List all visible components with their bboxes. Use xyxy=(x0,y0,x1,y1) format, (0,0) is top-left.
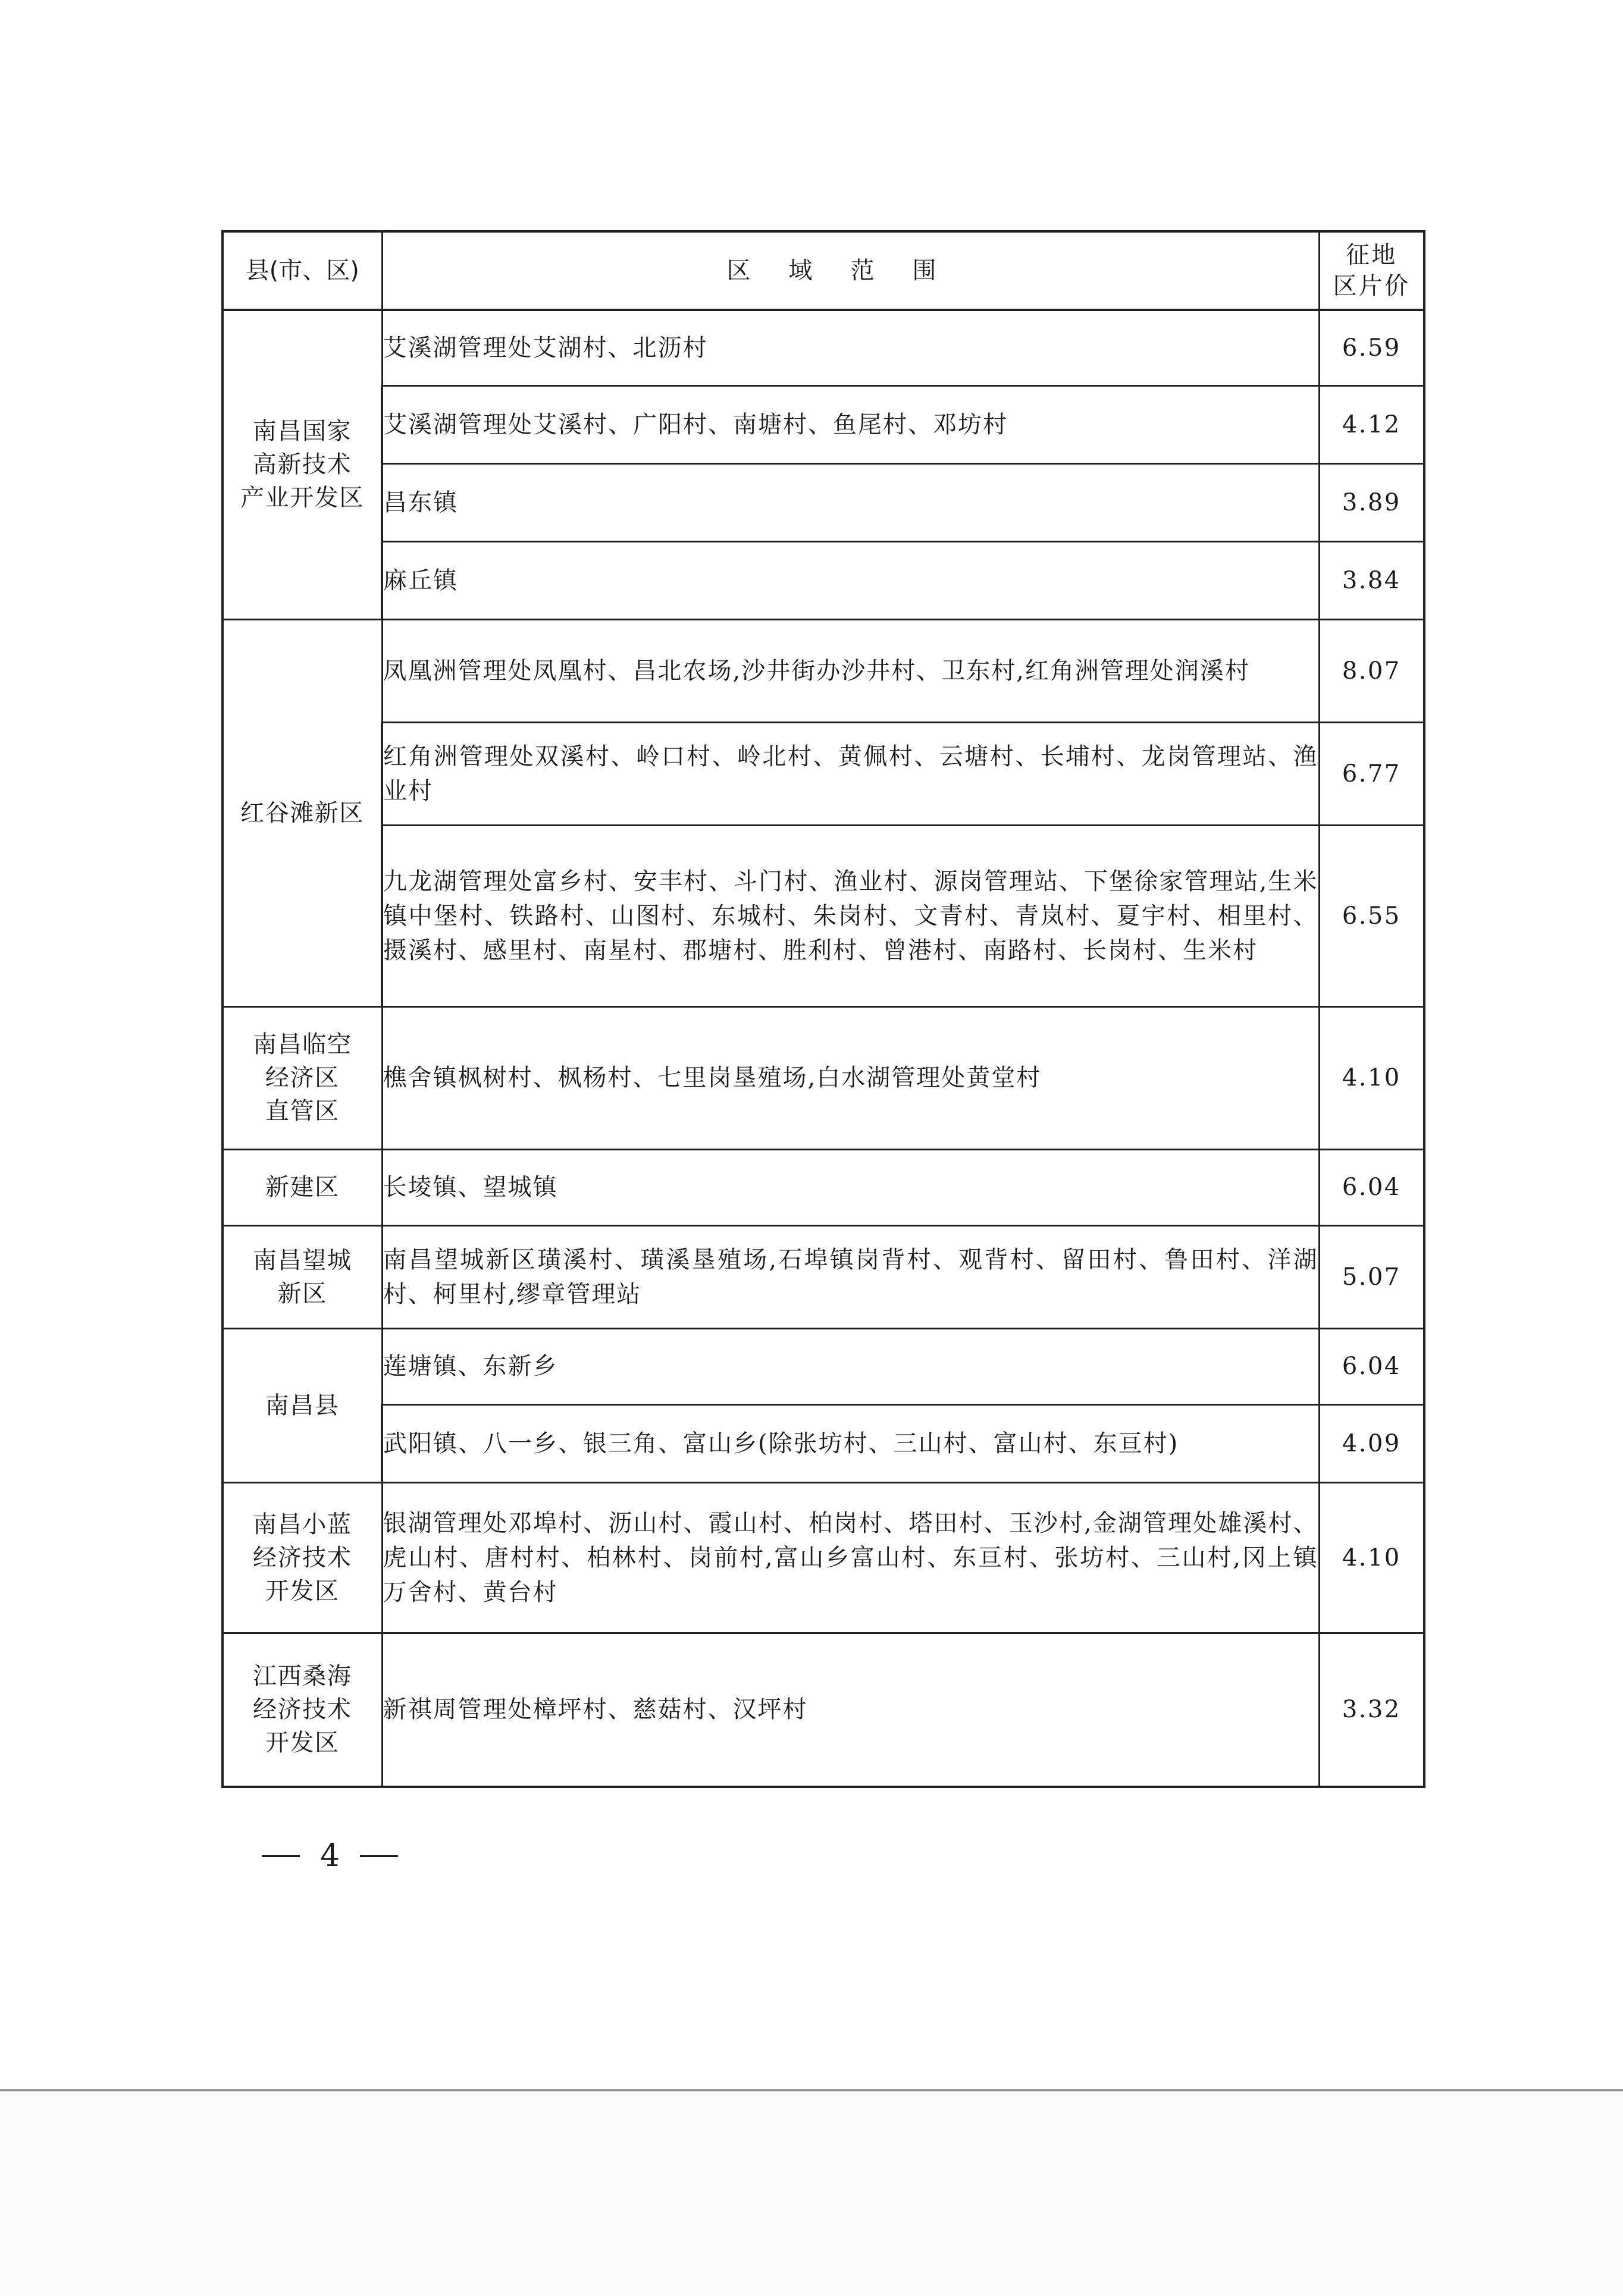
page-number-value: 4 xyxy=(320,1838,340,1874)
area-cell: 莲塘镇、东新乡 xyxy=(382,1328,1319,1404)
county-cell xyxy=(223,310,382,619)
county-cell xyxy=(223,619,382,1006)
county-cell xyxy=(223,1328,382,1482)
page-number-dash-left xyxy=(262,1855,300,1857)
county-cell xyxy=(223,1482,382,1633)
county-name-line: 开发区 xyxy=(265,1577,340,1605)
county-name-line: 新建区 xyxy=(265,1174,340,1201)
county-name-line: 高新技术 xyxy=(252,451,352,479)
county-cell xyxy=(223,1006,382,1149)
area-cell: 凤凰洲管理处凤凰村、昌北农场,沙井街办沙井村、卫东村,红角洲管理处润溪村 xyxy=(382,619,1319,722)
table-row xyxy=(223,1482,1424,1633)
price-cell: 8.07 xyxy=(1319,619,1424,722)
area-cell: 长堎镇、望城镇 xyxy=(382,1149,1319,1225)
background-below-page xyxy=(0,2091,1623,2296)
county-name-line: 开发区 xyxy=(265,1729,340,1757)
table-row xyxy=(223,619,1424,722)
price-cell: 6.04 xyxy=(1319,1328,1424,1404)
area-cell: 麻丘镇 xyxy=(382,541,1319,619)
county-cell xyxy=(223,1633,382,1787)
price-cell: 4.12 xyxy=(1319,385,1424,463)
county-name-line: 江西桑海 xyxy=(253,1663,352,1690)
county-name-line: 南昌小蓝 xyxy=(253,1510,352,1538)
header-county: 县(市、区) xyxy=(223,231,382,310)
header-price xyxy=(1319,231,1424,310)
county-name-line: 经济技术 xyxy=(253,1544,352,1572)
page-number xyxy=(262,1838,398,1874)
area-cell: 艾溪湖管理处艾溪村、广阳村、南塘村、鱼尾村、邓坊村 xyxy=(382,385,1319,463)
table-row xyxy=(223,1328,1424,1404)
county-name-line: 产业开发区 xyxy=(240,484,364,512)
area-cell: 艾溪湖管理处艾湖村、北沥村 xyxy=(382,310,1319,385)
county-name-line: 经济区 xyxy=(265,1064,340,1091)
table-row xyxy=(223,1006,1424,1149)
price-cell: 6.59 xyxy=(1319,310,1424,385)
table-row xyxy=(223,1404,1424,1482)
county-name-line: 红谷滩新区 xyxy=(240,799,364,827)
county-name-line: 直管区 xyxy=(265,1097,340,1125)
table-body xyxy=(223,310,1424,1787)
area-cell: 新祺周管理处樟坪村、慈菇村、汉坪村 xyxy=(382,1633,1319,1787)
table-row xyxy=(223,1225,1424,1328)
area-cell: 樵舍镇枫树村、枫杨村、七里岗垦殖场,白水湖管理处黄堂村 xyxy=(382,1006,1319,1149)
price-cell: 6.55 xyxy=(1319,825,1424,1006)
county-cell xyxy=(223,1149,382,1225)
table-row xyxy=(223,385,1424,463)
price-cell: 3.89 xyxy=(1319,463,1424,541)
price-cell: 4.10 xyxy=(1319,1006,1424,1149)
price-cell: 3.84 xyxy=(1319,541,1424,619)
table-row xyxy=(223,722,1424,825)
price-cell: 4.09 xyxy=(1319,1404,1424,1482)
table-header-row xyxy=(223,231,1424,310)
area-cell: 武阳镇、八一乡、银三角、富山乡(除张坊村、三山村、富山村、东亘村) xyxy=(382,1404,1319,1482)
table-row xyxy=(223,463,1424,541)
table-row xyxy=(223,1149,1424,1225)
table-row xyxy=(223,541,1424,619)
area-cell: 九龙湖管理处富乡村、安丰村、斗门村、渔业村、源岗管理站、下堡徐家管理站,生米镇中堡村、铁路村、山图村、东城村、朱岗村、文青村、青岚村、夏宇村、相里村、摄溪村、感里村、南星村、郡塘村、胜利村、曾港村、南路村、长岗村、生米村 xyxy=(382,825,1319,1006)
area-cell: 南昌望城新区璜溪村、璜溪垦殖场,石埠镇岗背村、观背村、留田村、鲁田村、洋湖村、柯里村,缪章管理站 xyxy=(382,1225,1319,1328)
county-name-line: 南昌县 xyxy=(265,1391,340,1419)
table-row xyxy=(223,310,1424,385)
price-cell: 3.32 xyxy=(1319,1633,1424,1787)
price-cell: 6.04 xyxy=(1319,1149,1424,1225)
county-name-line: 南昌望城 xyxy=(253,1246,352,1274)
price-cell: 6.77 xyxy=(1319,722,1424,825)
table-row xyxy=(223,825,1424,1006)
county-name-line: 南昌临空 xyxy=(253,1031,352,1058)
land-price-table xyxy=(221,230,1425,1788)
county-name-line: 经济技术 xyxy=(253,1696,352,1724)
price-cell: 4.10 xyxy=(1319,1482,1424,1633)
area-cell: 红角洲管理处双溪村、岭口村、岭北村、黄佩村、云塘村、长埔村、龙岗管理站、渔业村 xyxy=(382,722,1319,825)
header-price-line1: 征地 xyxy=(1346,241,1398,269)
county-cell xyxy=(223,1225,382,1328)
page-number-dash-right xyxy=(360,1855,398,1857)
county-name-line: 南昌国家 xyxy=(252,418,352,446)
header-price-line2: 区片价 xyxy=(1333,272,1411,300)
county-name-line: 新区 xyxy=(277,1279,327,1307)
header-area: 区域范围 xyxy=(382,231,1319,310)
area-cell: 昌东镇 xyxy=(382,463,1319,541)
table-row xyxy=(223,1633,1424,1787)
area-cell: 银湖管理处邓埠村、沥山村、霞山村、柏岗村、塔田村、玉沙村,金湖管理处雄溪村、虎山村、唐村村、柏林村、岗前村,富山乡富山村、东亘村、张坊村、三山村,冈上镇万舍村、黄台村 xyxy=(382,1482,1319,1633)
price-cell: 5.07 xyxy=(1319,1225,1424,1328)
